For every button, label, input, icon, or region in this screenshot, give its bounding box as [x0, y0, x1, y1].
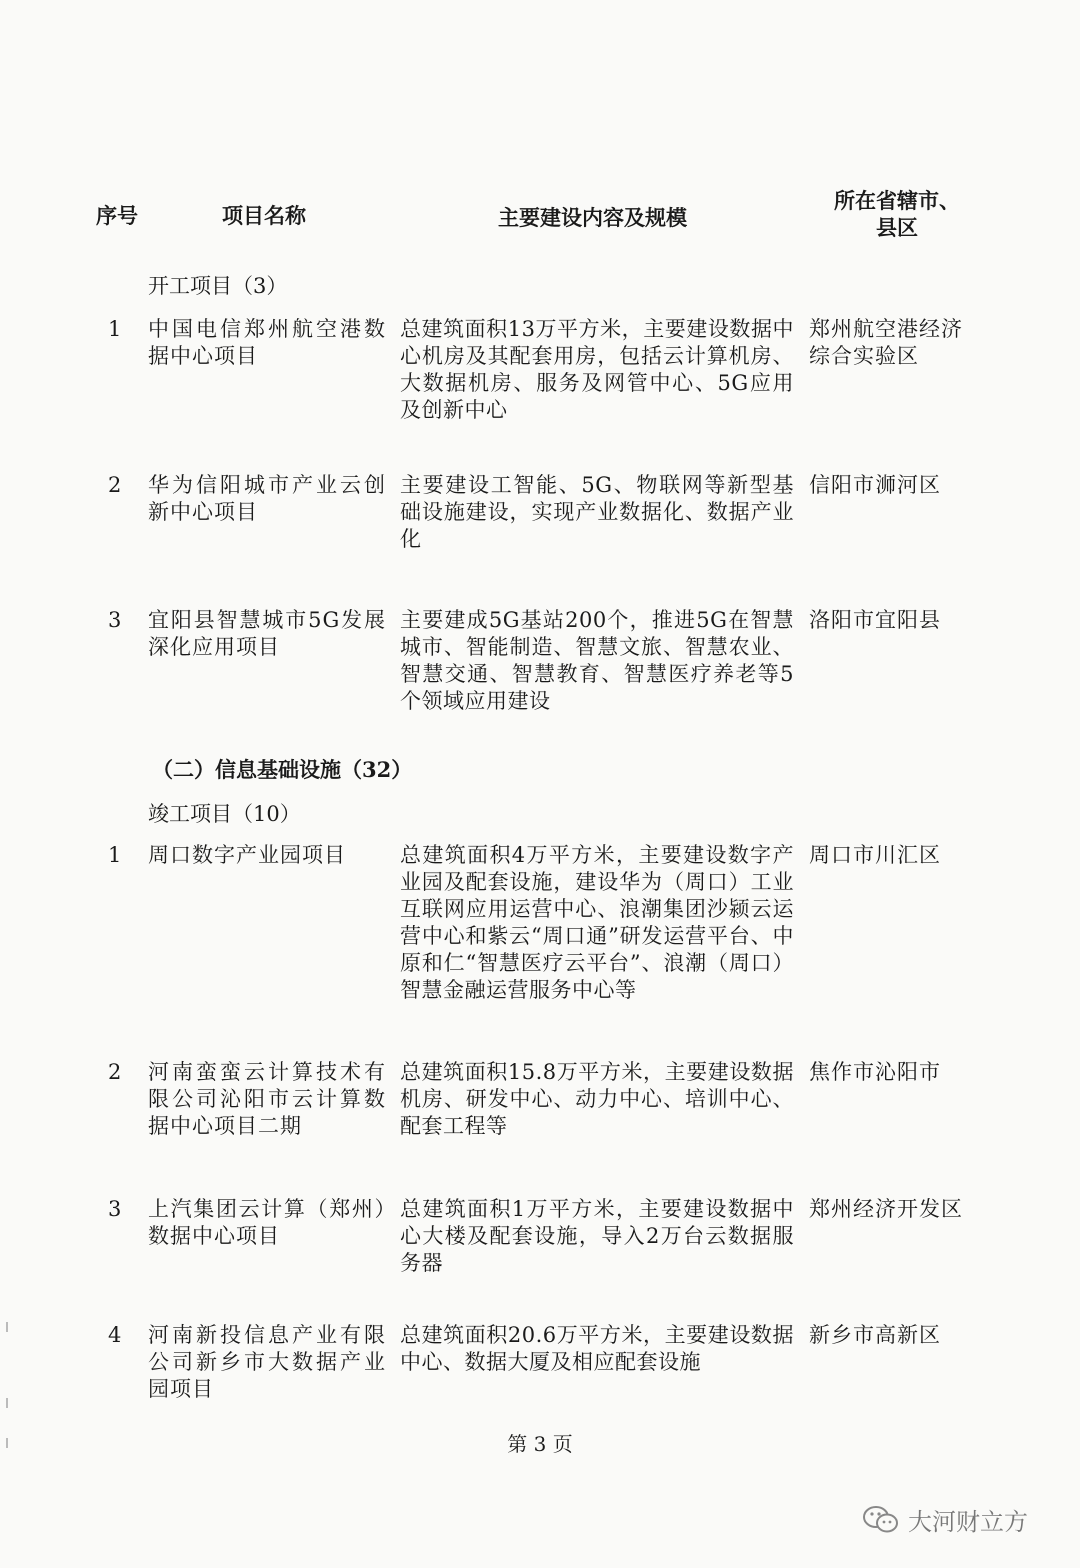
row-name: 河南蛮蛮云计算技术有限公司沁阳市云计算数据中心项目二期	[148, 1060, 386, 1138]
page-number: 第 3 页	[507, 1432, 573, 1456]
row-location: 焦作市沁阳市	[809, 1060, 941, 1084]
header-name: 项目名称	[222, 204, 306, 228]
header-location-line2: 县区	[876, 216, 918, 240]
row-seq: 1	[108, 843, 122, 867]
header-seq: 序号	[96, 204, 138, 228]
header-location-line1: 所在省辖市、	[834, 189, 960, 213]
row-name: 中国电信郑州航空港数据中心项目	[148, 317, 386, 368]
row-seq: 1	[108, 317, 122, 341]
section-xinxi: （二）信息基础设施（32）	[152, 757, 413, 782]
row-name: 河南新投信息产业有限公司新乡市大数据产业园项目	[148, 1323, 386, 1401]
row-seq: 2	[108, 1060, 122, 1084]
scan-speck	[6, 1398, 8, 1408]
row-content: 主要建成5G基站200个，推进5G在智慧城市、智能制造、智慧文旅、智慧农业、智慧交通、智慧教育、智慧医疗养老等5个领域应用建设	[400, 608, 794, 713]
row-seq: 3	[108, 608, 122, 632]
row-content: 总建筑面积20.6万平方米，主要建设数据中心、数据大厦及相应配套设施	[400, 1323, 794, 1374]
wechat-icon	[862, 1504, 900, 1536]
row-location: 新乡市高新区	[809, 1323, 941, 1347]
row-content: 主要建设工智能、5G、物联网等新型基础设施建设，实现产业数据化、数据产业化	[400, 473, 794, 551]
row-name: 上汽集团云计算（郑州）数据中心项目	[148, 1197, 386, 1248]
row-content: 总建筑面积1万平方米，主要建设数据中心大楼及配套设施，导入2万台云数据服务器	[400, 1197, 794, 1275]
scan-speck	[6, 1438, 8, 1448]
header-location	[832, 188, 962, 242]
watermark	[862, 1502, 1028, 1537]
row-content: 总建筑面积4万平方米，主要建设数字产业园及配套设施，建设华为（周口）工业互联网应用运营中心、浪潮集团沙颍云运营中心和紫云“周口通”研发运营平台、中原和仁“智慧医疗云平台”、浪潮（周口）智慧金融运营服务中心等	[400, 843, 794, 1002]
row-location: 信阳市浉河区	[809, 473, 941, 497]
row-location: 郑州航空港经济综合实验区	[809, 317, 963, 368]
row-name: 周口数字产业园项目	[148, 843, 346, 867]
row-seq: 2	[108, 473, 122, 497]
header-content: 主要建设内容及规模	[498, 206, 687, 230]
scan-speck	[6, 1322, 8, 1332]
row-location: 郑州经济开发区	[809, 1197, 963, 1221]
section-kaigong: 开工项目（3）	[148, 274, 288, 298]
row-name: 华为信阳城市产业云创新中心项目	[148, 473, 386, 524]
row-seq: 3	[108, 1197, 122, 1221]
row-content: 总建筑面积13万平方米，主要建设数据中心机房及其配套用房，包括云计算机房、大数据机房、服务及网管中心、5G应用及创新中心	[400, 317, 794, 422]
row-content: 总建筑面积15.8万平方米，主要建设数据机房、研发中心、动力中心、培训中心、配套工程等	[400, 1060, 794, 1138]
row-location: 洛阳市宜阳县	[809, 608, 941, 632]
watermark-text: 大河财立方	[908, 1508, 1028, 1536]
section-jungong: 竣工项目（10）	[148, 802, 301, 826]
row-seq: 4	[108, 1323, 122, 1347]
row-location: 周口市川汇区	[809, 843, 941, 867]
row-name: 宜阳县智慧城市5G发展深化应用项目	[148, 608, 386, 659]
